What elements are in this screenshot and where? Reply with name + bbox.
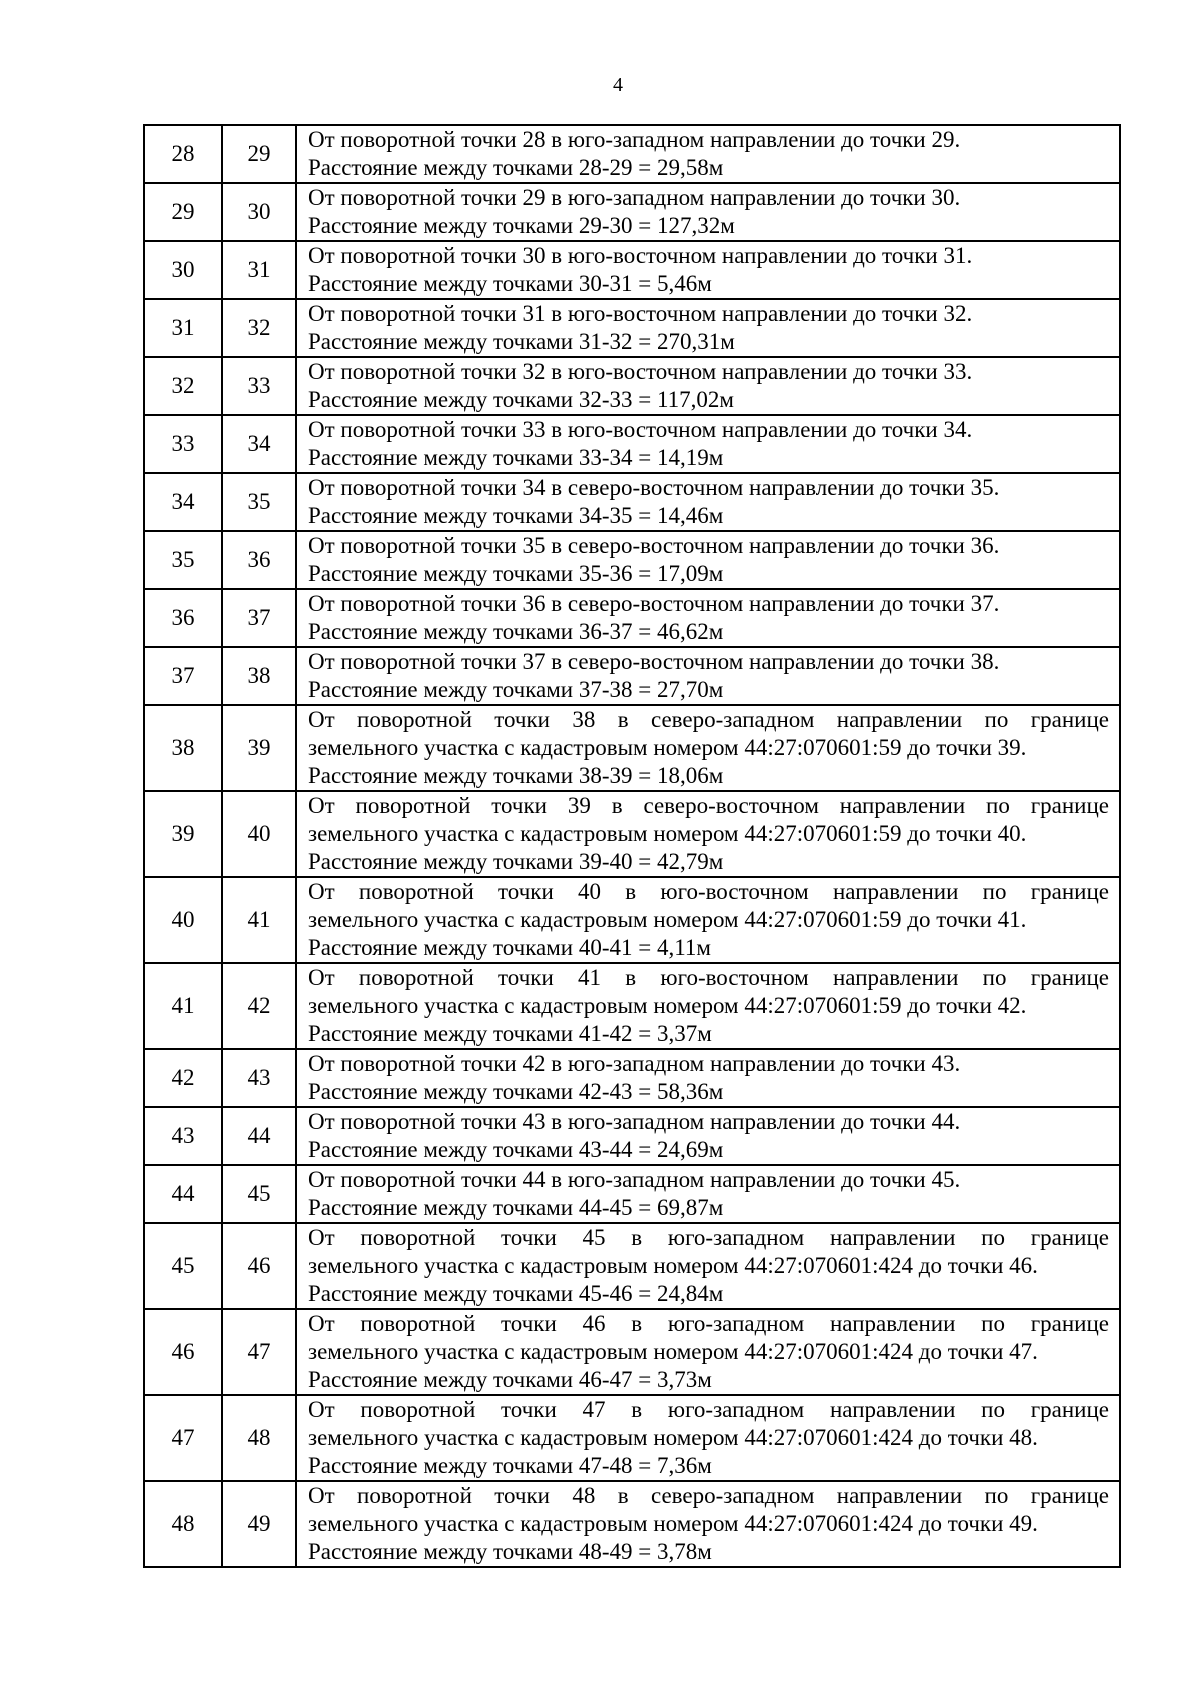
description-line: земельного участка с кадастровым номером 44:27:070601:59 до точки 41. xyxy=(308,907,1027,932)
description-line: земельного участка с кадастровым номером 44:27:070601:424 до точки 47. xyxy=(308,1339,1038,1364)
table-row xyxy=(144,241,1120,299)
description-line: От поворотной точки 32 в юго-восточном направлении до точки 33. xyxy=(308,359,973,384)
point-from-cell: 39 xyxy=(144,791,222,877)
table-row xyxy=(144,1165,1120,1223)
point-to-cell: 49 xyxy=(222,1481,296,1567)
table-row xyxy=(144,183,1120,241)
point-from-cell: 28 xyxy=(144,125,222,183)
description-line: От поворотной точки 40 в юго-восточном направлении по границе xyxy=(308,879,1109,904)
segment-description-cell xyxy=(296,963,1120,1049)
point-to-cell: 33 xyxy=(222,357,296,415)
point-to-cell: 32 xyxy=(222,299,296,357)
point-from-cell: 36 xyxy=(144,589,222,647)
point-to-cell: 29 xyxy=(222,125,296,183)
point-to-cell: 47 xyxy=(222,1309,296,1395)
description-line: От поворотной точки 33 в юго-восточном направлении до точки 34. xyxy=(308,417,973,442)
segment-description-cell xyxy=(296,125,1120,183)
table-row xyxy=(144,877,1120,963)
description-line: Расстояние между точками 41-42 = 3,37м xyxy=(308,1021,712,1046)
table-row xyxy=(144,299,1120,357)
segment-description-cell xyxy=(296,1107,1120,1165)
page-number: 4 xyxy=(613,74,623,96)
point-to-cell: 48 xyxy=(222,1395,296,1481)
segment-description-cell xyxy=(296,877,1120,963)
description-line: земельного участка с кадастровым номером 44:27:070601:424 до точки 46. xyxy=(308,1253,1038,1278)
table-row xyxy=(144,1309,1120,1395)
segment-description-cell xyxy=(296,1223,1120,1309)
point-from-cell: 38 xyxy=(144,705,222,791)
description-line: Расстояние между точками 39-40 = 42,79м xyxy=(308,849,724,874)
point-to-cell: 40 xyxy=(222,791,296,877)
point-from-cell: 35 xyxy=(144,531,222,589)
segment-description-cell xyxy=(296,357,1120,415)
table-row xyxy=(144,1049,1120,1107)
segment-description-cell xyxy=(296,183,1120,241)
description-line: Расстояние между точками 44-45 = 69,87м xyxy=(308,1195,724,1220)
description-line: Расстояние между точками 40-41 = 4,11м xyxy=(308,935,711,960)
segment-description-cell xyxy=(296,647,1120,705)
point-from-cell: 29 xyxy=(144,183,222,241)
description-line: От поворотной точки 43 в юго-западном направлении до точки 44. xyxy=(308,1109,961,1134)
point-to-cell: 34 xyxy=(222,415,296,473)
segment-description-cell xyxy=(296,1395,1120,1481)
table-row xyxy=(144,705,1120,791)
table-row xyxy=(144,963,1120,1049)
description-line: От поворотной точки 29 в юго-западном направлении до точки 30. xyxy=(308,185,961,210)
description-line: От поворотной точки 38 в северо-западном направлении по границе xyxy=(308,707,1109,732)
point-to-cell: 45 xyxy=(222,1165,296,1223)
point-from-cell: 34 xyxy=(144,473,222,531)
point-to-cell: 35 xyxy=(222,473,296,531)
description-line: От поворотной точки 45 в юго-западном направлении по границе xyxy=(308,1225,1109,1250)
description-line: От поворотной точки 39 в северо-восточном направлении по границе xyxy=(308,793,1109,818)
description-line: Расстояние между точками 45-46 = 24,84м xyxy=(308,1281,724,1306)
point-to-cell: 39 xyxy=(222,705,296,791)
segment-description-cell xyxy=(296,299,1120,357)
description-line: земельного участка с кадастровым номером 44:27:070601:59 до точки 40. xyxy=(308,821,1027,846)
point-from-cell: 37 xyxy=(144,647,222,705)
description-line: От поворотной точки 46 в юго-западном направлении по границе xyxy=(308,1311,1109,1336)
description-line: От поворотной точки 48 в северо-западном направлении по границе xyxy=(308,1483,1109,1508)
description-line: Расстояние между точками 36-37 = 46,62м xyxy=(308,619,724,644)
point-from-cell: 48 xyxy=(144,1481,222,1567)
segment-description-cell xyxy=(296,415,1120,473)
table-row xyxy=(144,357,1120,415)
description-line: Расстояние между точками 42-43 = 58,36м xyxy=(308,1079,724,1104)
point-to-cell: 42 xyxy=(222,963,296,1049)
point-from-cell: 44 xyxy=(144,1165,222,1223)
table-row xyxy=(144,1107,1120,1165)
table-row xyxy=(144,1223,1120,1309)
table-row xyxy=(144,125,1120,183)
segment-description-cell xyxy=(296,791,1120,877)
table-row xyxy=(144,589,1120,647)
segment-description-cell xyxy=(296,589,1120,647)
description-line: От поворотной точки 37 в северо-восточном направлении до точки 38. xyxy=(308,649,1000,674)
point-from-cell: 32 xyxy=(144,357,222,415)
description-line: земельного участка с кадастровым номером 44:27:070601:424 до точки 49. xyxy=(308,1511,1038,1536)
description-line: От поворотной точки 34 в северо-восточном направлении до точки 35. xyxy=(308,475,1000,500)
table-row xyxy=(144,531,1120,589)
point-from-cell: 41 xyxy=(144,963,222,1049)
point-from-cell: 40 xyxy=(144,877,222,963)
description-line: Расстояние между точками 28-29 = 29,58м xyxy=(308,155,724,180)
point-to-cell: 30 xyxy=(222,183,296,241)
boundary-points-table xyxy=(143,124,1121,1568)
table-row xyxy=(144,1481,1120,1567)
table-row xyxy=(144,1395,1120,1481)
segment-description-cell xyxy=(296,531,1120,589)
point-from-cell: 42 xyxy=(144,1049,222,1107)
description-line: земельного участка с кадастровым номером 44:27:070601:59 до точки 42. xyxy=(308,993,1027,1018)
segment-description-cell xyxy=(296,473,1120,531)
point-from-cell: 47 xyxy=(144,1395,222,1481)
description-line: Расстояние между точками 38-39 = 18,06м xyxy=(308,763,724,788)
description-line: земельного участка с кадастровым номером 44:27:070601:59 до точки 39. xyxy=(308,735,1027,760)
description-line: Расстояние между точками 48-49 = 3,78м xyxy=(308,1539,712,1564)
table-row xyxy=(144,415,1120,473)
segment-description-cell xyxy=(296,1309,1120,1395)
description-line: Расстояние между точками 46-47 = 3,73м xyxy=(308,1367,712,1392)
segment-description-cell xyxy=(296,1165,1120,1223)
description-line: От поворотной точки 35 в северо-восточном направлении до точки 36. xyxy=(308,533,1000,558)
description-line: Расстояние между точками 34-35 = 14,46м xyxy=(308,503,724,528)
description-line: От поворотной точки 36 в северо-восточном направлении до точки 37. xyxy=(308,591,1000,616)
description-line: От поворотной точки 41 в юго-восточном направлении по границе xyxy=(308,965,1109,990)
point-to-cell: 37 xyxy=(222,589,296,647)
segment-description-cell xyxy=(296,705,1120,791)
segment-description-cell xyxy=(296,1481,1120,1567)
segment-description-cell xyxy=(296,241,1120,299)
description-line: земельного участка с кадастровым номером 44:27:070601:424 до точки 48. xyxy=(308,1425,1038,1450)
description-line: Расстояние между точками 29-30 = 127,32м xyxy=(308,213,735,238)
description-line: От поворотной точки 47 в юго-западном направлении по границе xyxy=(308,1397,1109,1422)
description-line: От поворотной точки 44 в юго-западном направлении до точки 45. xyxy=(308,1167,961,1192)
description-line: От поворотной точки 31 в юго-восточном направлении до точки 32. xyxy=(308,301,973,326)
point-to-cell: 41 xyxy=(222,877,296,963)
table-row xyxy=(144,791,1120,877)
description-line: Расстояние между точками 35-36 = 17,09м xyxy=(308,561,724,586)
segment-description-cell xyxy=(296,1049,1120,1107)
point-to-cell: 46 xyxy=(222,1223,296,1309)
point-from-cell: 45 xyxy=(144,1223,222,1309)
point-to-cell: 36 xyxy=(222,531,296,589)
description-line: Расстояние между точками 43-44 = 24,69м xyxy=(308,1137,724,1162)
point-from-cell: 30 xyxy=(144,241,222,299)
description-line: Расстояние между точками 31-32 = 270,31м xyxy=(308,329,735,354)
description-line: Расстояние между точками 33-34 = 14,19м xyxy=(308,445,724,470)
point-from-cell: 43 xyxy=(144,1107,222,1165)
table-row xyxy=(144,647,1120,705)
point-from-cell: 33 xyxy=(144,415,222,473)
description-line: От поворотной точки 30 в юго-восточном направлении до точки 31. xyxy=(308,243,973,268)
point-to-cell: 31 xyxy=(222,241,296,299)
description-line: Расстояние между точками 30-31 = 5,46м xyxy=(308,271,712,296)
description-line: Расстояние между точками 32-33 = 117,02м xyxy=(308,387,734,412)
point-to-cell: 44 xyxy=(222,1107,296,1165)
point-to-cell: 38 xyxy=(222,647,296,705)
description-line: Расстояние между точками 47-48 = 7,36м xyxy=(308,1453,712,1478)
point-to-cell: 43 xyxy=(222,1049,296,1107)
point-from-cell: 46 xyxy=(144,1309,222,1395)
description-line: От поворотной точки 42 в юго-западном направлении до точки 43. xyxy=(308,1051,961,1076)
description-line: Расстояние между точками 37-38 = 27,70м xyxy=(308,677,724,702)
point-from-cell: 31 xyxy=(144,299,222,357)
description-line: От поворотной точки 28 в юго-западном направлении до точки 29. xyxy=(308,127,961,152)
table-body xyxy=(144,125,1120,1567)
table-row xyxy=(144,473,1120,531)
